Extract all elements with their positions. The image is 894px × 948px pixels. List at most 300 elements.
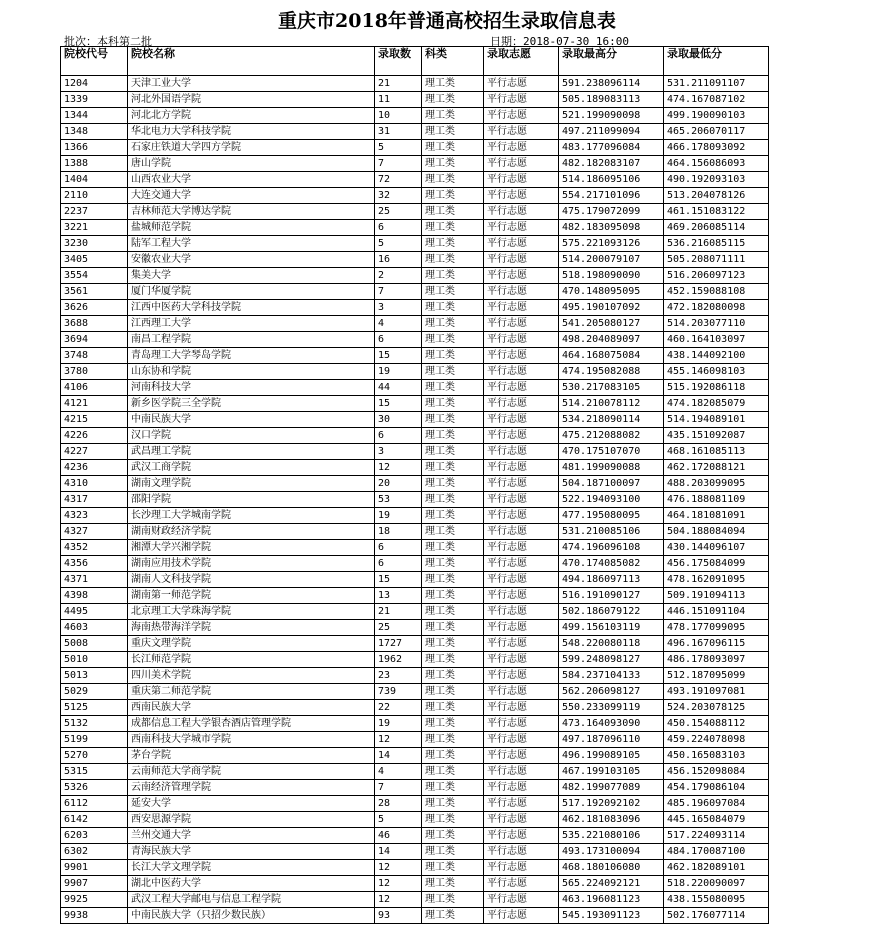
preference-cell: 平行志愿 (484, 508, 559, 524)
max-score-cell: 498.204089097 (559, 332, 664, 348)
school-name-cell: 云南经济管理学院 (128, 780, 375, 796)
preference-cell: 平行志愿 (484, 76, 559, 92)
preference-cell: 平行志愿 (484, 572, 559, 588)
category-cell: 理工类 (422, 892, 484, 908)
school-name-cell: 长沙理工大学城南学院 (128, 508, 375, 524)
max-score-cell: 499.156103119 (559, 620, 664, 636)
page-title: 重庆市2018年普通高校招生录取信息表 (278, 10, 616, 32)
min-score-cell: 455.146098103 (664, 364, 769, 380)
max-score-cell: 477.195080095 (559, 508, 664, 524)
school-name-cell: 河北北方学院 (128, 108, 375, 124)
school-code-cell: 5270 (61, 748, 128, 764)
admit-count-cell: 28 (375, 796, 422, 812)
school-code-cell: 3626 (61, 300, 128, 316)
table-row (61, 636, 769, 652)
min-score-cell: 464.156086093 (664, 156, 769, 172)
preference-cell: 平行志愿 (484, 268, 559, 284)
table-row (61, 460, 769, 476)
table-row (61, 268, 769, 284)
school-name-cell: 邵阳学院 (128, 492, 375, 508)
admit-count-cell: 6 (375, 540, 422, 556)
table-row (61, 140, 769, 156)
header-school-name: 院校名称 (128, 47, 375, 76)
max-score-cell: 554.217101096 (559, 188, 664, 204)
header-min-score: 录取最低分 (664, 47, 769, 76)
school-name-cell: 北京理工大学珠海学院 (128, 604, 375, 620)
admit-count-cell: 21 (375, 604, 422, 620)
school-name-cell: 湖南应用技术学院 (128, 556, 375, 572)
max-score-cell: 548.220080118 (559, 636, 664, 652)
school-code-cell: 4227 (61, 444, 128, 460)
category-cell: 理工类 (422, 428, 484, 444)
school-code-cell: 9938 (61, 908, 128, 924)
category-cell: 理工类 (422, 140, 484, 156)
table-row (61, 556, 769, 572)
table-row (61, 188, 769, 204)
admit-count-cell: 30 (375, 412, 422, 428)
category-cell: 理工类 (422, 380, 484, 396)
admit-count-cell: 7 (375, 284, 422, 300)
school-name-cell: 江西理工大学 (128, 316, 375, 332)
admit-count-cell: 6 (375, 428, 422, 444)
school-code-cell: 5132 (61, 716, 128, 732)
school-code-cell: 6302 (61, 844, 128, 860)
category-cell: 理工类 (422, 588, 484, 604)
max-score-cell: 483.177096084 (559, 140, 664, 156)
preference-cell: 平行志愿 (484, 764, 559, 780)
school-name-cell: 山东协和学院 (128, 364, 375, 380)
min-score-cell: 446.151091104 (664, 604, 769, 620)
preference-cell: 平行志愿 (484, 172, 559, 188)
preference-cell: 平行志愿 (484, 300, 559, 316)
max-score-cell: 470.175107070 (559, 444, 664, 460)
min-score-cell: 516.206097123 (664, 268, 769, 284)
max-score-cell: 550.233099119 (559, 700, 664, 716)
category-cell: 理工类 (422, 220, 484, 236)
admit-count-cell: 15 (375, 348, 422, 364)
school-name-cell: 云南师范大学商学院 (128, 764, 375, 780)
preference-cell: 平行志愿 (484, 556, 559, 572)
admit-count-cell: 15 (375, 396, 422, 412)
school-code-cell: 5013 (61, 668, 128, 684)
min-score-cell: 536.216085115 (664, 236, 769, 252)
preference-cell: 平行志愿 (484, 316, 559, 332)
min-score-cell: 469.206085114 (664, 220, 769, 236)
table-row (61, 812, 769, 828)
min-score-cell: 488.203099095 (664, 476, 769, 492)
admit-count-cell: 1727 (375, 636, 422, 652)
admit-count-cell: 93 (375, 908, 422, 924)
category-cell: 理工类 (422, 828, 484, 844)
preference-cell: 平行志愿 (484, 812, 559, 828)
preference-cell: 平行志愿 (484, 860, 559, 876)
school-name-cell: 兰州交通大学 (128, 828, 375, 844)
max-score-cell: 599.248098127 (559, 652, 664, 668)
school-code-cell: 5326 (61, 780, 128, 796)
category-cell: 理工类 (422, 908, 484, 924)
school-code-cell: 5315 (61, 764, 128, 780)
preference-cell: 平行志愿 (484, 236, 559, 252)
category-cell: 理工类 (422, 732, 484, 748)
max-score-cell: 474.196096108 (559, 540, 664, 556)
preference-cell: 平行志愿 (484, 604, 559, 620)
school-name-cell: 汉口学院 (128, 428, 375, 444)
admit-count-cell: 46 (375, 828, 422, 844)
school-name-cell: 湖南人文科技学院 (128, 572, 375, 588)
category-cell: 理工类 (422, 524, 484, 540)
min-score-cell: 490.192093103 (664, 172, 769, 188)
category-cell: 理工类 (422, 92, 484, 108)
max-score-cell: 462.181083096 (559, 812, 664, 828)
school-name-cell: 武汉工程大学邮电与信息工程学院 (128, 892, 375, 908)
school-name-cell: 重庆文理学院 (128, 636, 375, 652)
table-row (61, 732, 769, 748)
table-row (61, 156, 769, 172)
min-score-cell: 496.167096115 (664, 636, 769, 652)
admit-count-cell: 16 (375, 252, 422, 268)
preference-cell: 平行志愿 (484, 204, 559, 220)
school-code-cell: 3554 (61, 268, 128, 284)
min-score-cell: 474.167087102 (664, 92, 769, 108)
category-cell: 理工类 (422, 668, 484, 684)
preference-cell: 平行志愿 (484, 252, 559, 268)
school-name-cell: 安徽农业大学 (128, 252, 375, 268)
school-code-cell: 9907 (61, 876, 128, 892)
category-cell: 理工类 (422, 316, 484, 332)
min-score-cell: 514.194089101 (664, 412, 769, 428)
min-score-cell: 493.191097081 (664, 684, 769, 700)
school-name-cell: 成都信息工程大学银杏酒店管理学院 (128, 716, 375, 732)
school-name-cell: 青海民族大学 (128, 844, 375, 860)
admit-count-cell: 19 (375, 716, 422, 732)
school-name-cell: 天津工业大学 (128, 76, 375, 92)
min-score-cell: 517.224093114 (664, 828, 769, 844)
school-code-cell: 6112 (61, 796, 128, 812)
admit-count-cell: 12 (375, 892, 422, 908)
category-cell: 理工类 (422, 572, 484, 588)
school-code-cell: 1204 (61, 76, 128, 92)
preference-cell: 平行志愿 (484, 220, 559, 236)
max-score-cell: 482.182083107 (559, 156, 664, 172)
school-name-cell: 四川美术学院 (128, 668, 375, 684)
table-row (61, 716, 769, 732)
table-row (61, 844, 769, 860)
school-name-cell: 盐城师范学院 (128, 220, 375, 236)
school-name-cell: 湖南财政经济学院 (128, 524, 375, 540)
school-code-cell: 5125 (61, 700, 128, 716)
preference-cell: 平行志愿 (484, 412, 559, 428)
school-name-cell: 中南民族大学 (128, 412, 375, 428)
school-code-cell: 4398 (61, 588, 128, 604)
table-row (61, 668, 769, 684)
school-code-cell: 3694 (61, 332, 128, 348)
preference-cell: 平行志愿 (484, 892, 559, 908)
school-name-cell: 河北外国语学院 (128, 92, 375, 108)
admit-count-cell: 12 (375, 860, 422, 876)
preference-cell: 平行志愿 (484, 620, 559, 636)
min-score-cell: 478.177099095 (664, 620, 769, 636)
category-cell: 理工类 (422, 604, 484, 620)
school-code-cell: 9925 (61, 892, 128, 908)
school-name-cell: 青岛理工大学琴岛学院 (128, 348, 375, 364)
min-score-cell: 531.211091107 (664, 76, 769, 92)
preference-cell: 平行志愿 (484, 732, 559, 748)
admit-count-cell: 20 (375, 476, 422, 492)
header-preference: 录取志愿 (484, 47, 559, 76)
max-score-cell: 502.186079122 (559, 604, 664, 620)
header-school-code: 院校代号 (61, 47, 128, 76)
min-score-cell: 462.172088121 (664, 460, 769, 476)
category-cell: 理工类 (422, 364, 484, 380)
table-row (61, 300, 769, 316)
category-cell: 理工类 (422, 332, 484, 348)
min-score-cell: 505.208071111 (664, 252, 769, 268)
school-name-cell: 重庆第二师范学院 (128, 684, 375, 700)
table-row (61, 892, 769, 908)
table-row (61, 748, 769, 764)
max-score-cell: 535.221080106 (559, 828, 664, 844)
admit-count-cell: 21 (375, 76, 422, 92)
min-score-cell: 466.178093092 (664, 140, 769, 156)
school-name-cell: 江西中医药大学科技学院 (128, 300, 375, 316)
category-cell: 理工类 (422, 188, 484, 204)
table-row (61, 220, 769, 236)
school-name-cell: 海南热带海洋学院 (128, 620, 375, 636)
school-code-cell: 3561 (61, 284, 128, 300)
min-score-cell: 513.204078126 (664, 188, 769, 204)
min-score-cell: 452.159088108 (664, 284, 769, 300)
preference-cell: 平行志愿 (484, 524, 559, 540)
category-cell: 理工类 (422, 172, 484, 188)
table-header-row (61, 47, 769, 76)
preference-cell: 平行志愿 (484, 332, 559, 348)
header-max-score: 录取最高分 (559, 47, 664, 76)
category-cell: 理工类 (422, 492, 484, 508)
max-score-cell: 534.218090114 (559, 412, 664, 428)
admit-count-cell: 31 (375, 124, 422, 140)
min-score-cell: 460.164103097 (664, 332, 769, 348)
preference-cell: 平行志愿 (484, 284, 559, 300)
admit-count-cell: 22 (375, 700, 422, 716)
preference-cell: 平行志愿 (484, 652, 559, 668)
school-name-cell: 厦门华厦学院 (128, 284, 375, 300)
min-score-cell: 474.182085079 (664, 396, 769, 412)
category-cell: 理工类 (422, 876, 484, 892)
table-row (61, 524, 769, 540)
max-score-cell: 470.174085082 (559, 556, 664, 572)
max-score-cell: 482.183095098 (559, 220, 664, 236)
school-name-cell: 湘潭大学兴湘学院 (128, 540, 375, 556)
category-cell: 理工类 (422, 716, 484, 732)
min-score-cell: 464.181081091 (664, 508, 769, 524)
school-name-cell: 武昌理工学院 (128, 444, 375, 460)
preference-cell: 平行志愿 (484, 908, 559, 924)
max-score-cell: 496.199089105 (559, 748, 664, 764)
max-score-cell: 565.224092121 (559, 876, 664, 892)
max-score-cell: 468.180106080 (559, 860, 664, 876)
admit-count-cell: 5 (375, 812, 422, 828)
preference-cell: 平行志愿 (484, 716, 559, 732)
min-score-cell: 502.176077114 (664, 908, 769, 924)
category-cell: 理工类 (422, 700, 484, 716)
max-score-cell: 470.148095095 (559, 284, 664, 300)
school-name-cell: 西南科技大学城市学院 (128, 732, 375, 748)
school-name-cell: 长江大学文理学院 (128, 860, 375, 876)
category-cell: 理工类 (422, 252, 484, 268)
school-name-cell: 武汉工商学院 (128, 460, 375, 476)
category-cell: 理工类 (422, 284, 484, 300)
school-code-cell: 4310 (61, 476, 128, 492)
school-code-cell: 6203 (61, 828, 128, 844)
category-cell: 理工类 (422, 796, 484, 812)
admit-count-cell: 6 (375, 332, 422, 348)
category-cell: 理工类 (422, 396, 484, 412)
school-code-cell: 4317 (61, 492, 128, 508)
school-name-cell: 西南民族大学 (128, 700, 375, 716)
school-name-cell: 新乡医学院三全学院 (128, 396, 375, 412)
max-score-cell: 475.179072099 (559, 204, 664, 220)
admit-count-cell: 25 (375, 204, 422, 220)
max-score-cell: 562.206098127 (559, 684, 664, 700)
school-code-cell: 4106 (61, 380, 128, 396)
preference-cell: 平行志愿 (484, 396, 559, 412)
category-cell: 理工类 (422, 204, 484, 220)
min-score-cell: 438.155080095 (664, 892, 769, 908)
admit-count-cell: 5 (375, 236, 422, 252)
school-name-cell: 湖北中医药大学 (128, 876, 375, 892)
min-score-cell: 468.161085113 (664, 444, 769, 460)
school-name-cell: 湖南第一师范学院 (128, 588, 375, 604)
table-row (61, 588, 769, 604)
preference-cell: 平行志愿 (484, 828, 559, 844)
table-row (61, 284, 769, 300)
admit-count-cell: 12 (375, 732, 422, 748)
table-row (61, 332, 769, 348)
table-row (61, 828, 769, 844)
table-row (61, 572, 769, 588)
school-name-cell: 华北电力大学科技学院 (128, 124, 375, 140)
preference-cell: 平行志愿 (484, 156, 559, 172)
max-score-cell: 481.199090088 (559, 460, 664, 476)
table-row (61, 620, 769, 636)
school-code-cell: 4352 (61, 540, 128, 556)
admit-count-cell: 11 (375, 92, 422, 108)
school-name-cell: 大连交通大学 (128, 188, 375, 204)
preference-cell: 平行志愿 (484, 428, 559, 444)
max-score-cell: 521.199090098 (559, 108, 664, 124)
category-cell: 理工类 (422, 124, 484, 140)
table-row (61, 604, 769, 620)
preference-cell: 平行志愿 (484, 684, 559, 700)
admit-count-cell: 53 (375, 492, 422, 508)
admit-count-cell: 14 (375, 748, 422, 764)
school-code-cell: 1339 (61, 92, 128, 108)
preference-cell: 平行志愿 (484, 444, 559, 460)
admit-count-cell: 15 (375, 572, 422, 588)
category-cell: 理工类 (422, 300, 484, 316)
category-cell: 理工类 (422, 860, 484, 876)
preference-cell: 平行志愿 (484, 108, 559, 124)
min-score-cell: 445.165084079 (664, 812, 769, 828)
max-score-cell: 541.205080127 (559, 316, 664, 332)
category-cell: 理工类 (422, 540, 484, 556)
table-row (61, 316, 769, 332)
preference-cell: 平行志愿 (484, 364, 559, 380)
admit-count-cell: 25 (375, 620, 422, 636)
preference-cell: 平行志愿 (484, 876, 559, 892)
school-code-cell: 4323 (61, 508, 128, 524)
min-score-cell: 459.224078098 (664, 732, 769, 748)
min-score-cell: 461.151083122 (664, 204, 769, 220)
max-score-cell: 464.168075084 (559, 348, 664, 364)
max-score-cell: 473.164093090 (559, 716, 664, 732)
preference-cell: 平行志愿 (484, 540, 559, 556)
school-code-cell: 1344 (61, 108, 128, 124)
admit-count-cell: 10 (375, 108, 422, 124)
min-score-cell: 486.178093097 (664, 652, 769, 668)
school-code-cell: 3221 (61, 220, 128, 236)
min-score-cell: 478.162091095 (664, 572, 769, 588)
min-score-cell: 509.191094113 (664, 588, 769, 604)
school-name-cell: 陆军工程大学 (128, 236, 375, 252)
table-row (61, 108, 769, 124)
admit-count-cell: 14 (375, 844, 422, 860)
admit-count-cell: 3 (375, 444, 422, 460)
header-admit-count: 录取数 (375, 47, 422, 76)
admit-count-cell: 1962 (375, 652, 422, 668)
table-row (61, 124, 769, 140)
table-row (61, 876, 769, 892)
table-row (61, 444, 769, 460)
admit-count-cell: 6 (375, 556, 422, 572)
max-score-cell: 514.210078112 (559, 396, 664, 412)
max-score-cell: 494.186097113 (559, 572, 664, 588)
admit-count-cell: 739 (375, 684, 422, 700)
table-row (61, 796, 769, 812)
admit-count-cell: 5 (375, 140, 422, 156)
table-row (61, 236, 769, 252)
min-score-cell: 462.182089101 (664, 860, 769, 876)
category-cell: 理工类 (422, 268, 484, 284)
preference-cell: 平行志愿 (484, 188, 559, 204)
max-score-cell: 463.196081123 (559, 892, 664, 908)
table-row (61, 348, 769, 364)
category-cell: 理工类 (422, 748, 484, 764)
school-code-cell: 3688 (61, 316, 128, 332)
table-row (61, 396, 769, 412)
school-name-cell: 集美大学 (128, 268, 375, 284)
min-score-cell: 472.182080098 (664, 300, 769, 316)
preference-cell: 平行志愿 (484, 124, 559, 140)
admit-count-cell: 7 (375, 156, 422, 172)
table-row (61, 204, 769, 220)
school-code-cell: 6142 (61, 812, 128, 828)
admit-count-cell: 12 (375, 876, 422, 892)
preference-cell: 平行志愿 (484, 780, 559, 796)
admit-count-cell: 12 (375, 460, 422, 476)
school-name-cell: 山西农业大学 (128, 172, 375, 188)
min-score-cell: 524.203078125 (664, 700, 769, 716)
max-score-cell: 530.217083105 (559, 380, 664, 396)
table-row (61, 652, 769, 668)
min-score-cell: 435.151092087 (664, 428, 769, 444)
max-score-cell: 591.238096114 (559, 76, 664, 92)
admit-count-cell: 72 (375, 172, 422, 188)
max-score-cell: 545.193091123 (559, 908, 664, 924)
school-code-cell: 2237 (61, 204, 128, 220)
category-cell: 理工类 (422, 76, 484, 92)
preference-cell: 平行志愿 (484, 92, 559, 108)
